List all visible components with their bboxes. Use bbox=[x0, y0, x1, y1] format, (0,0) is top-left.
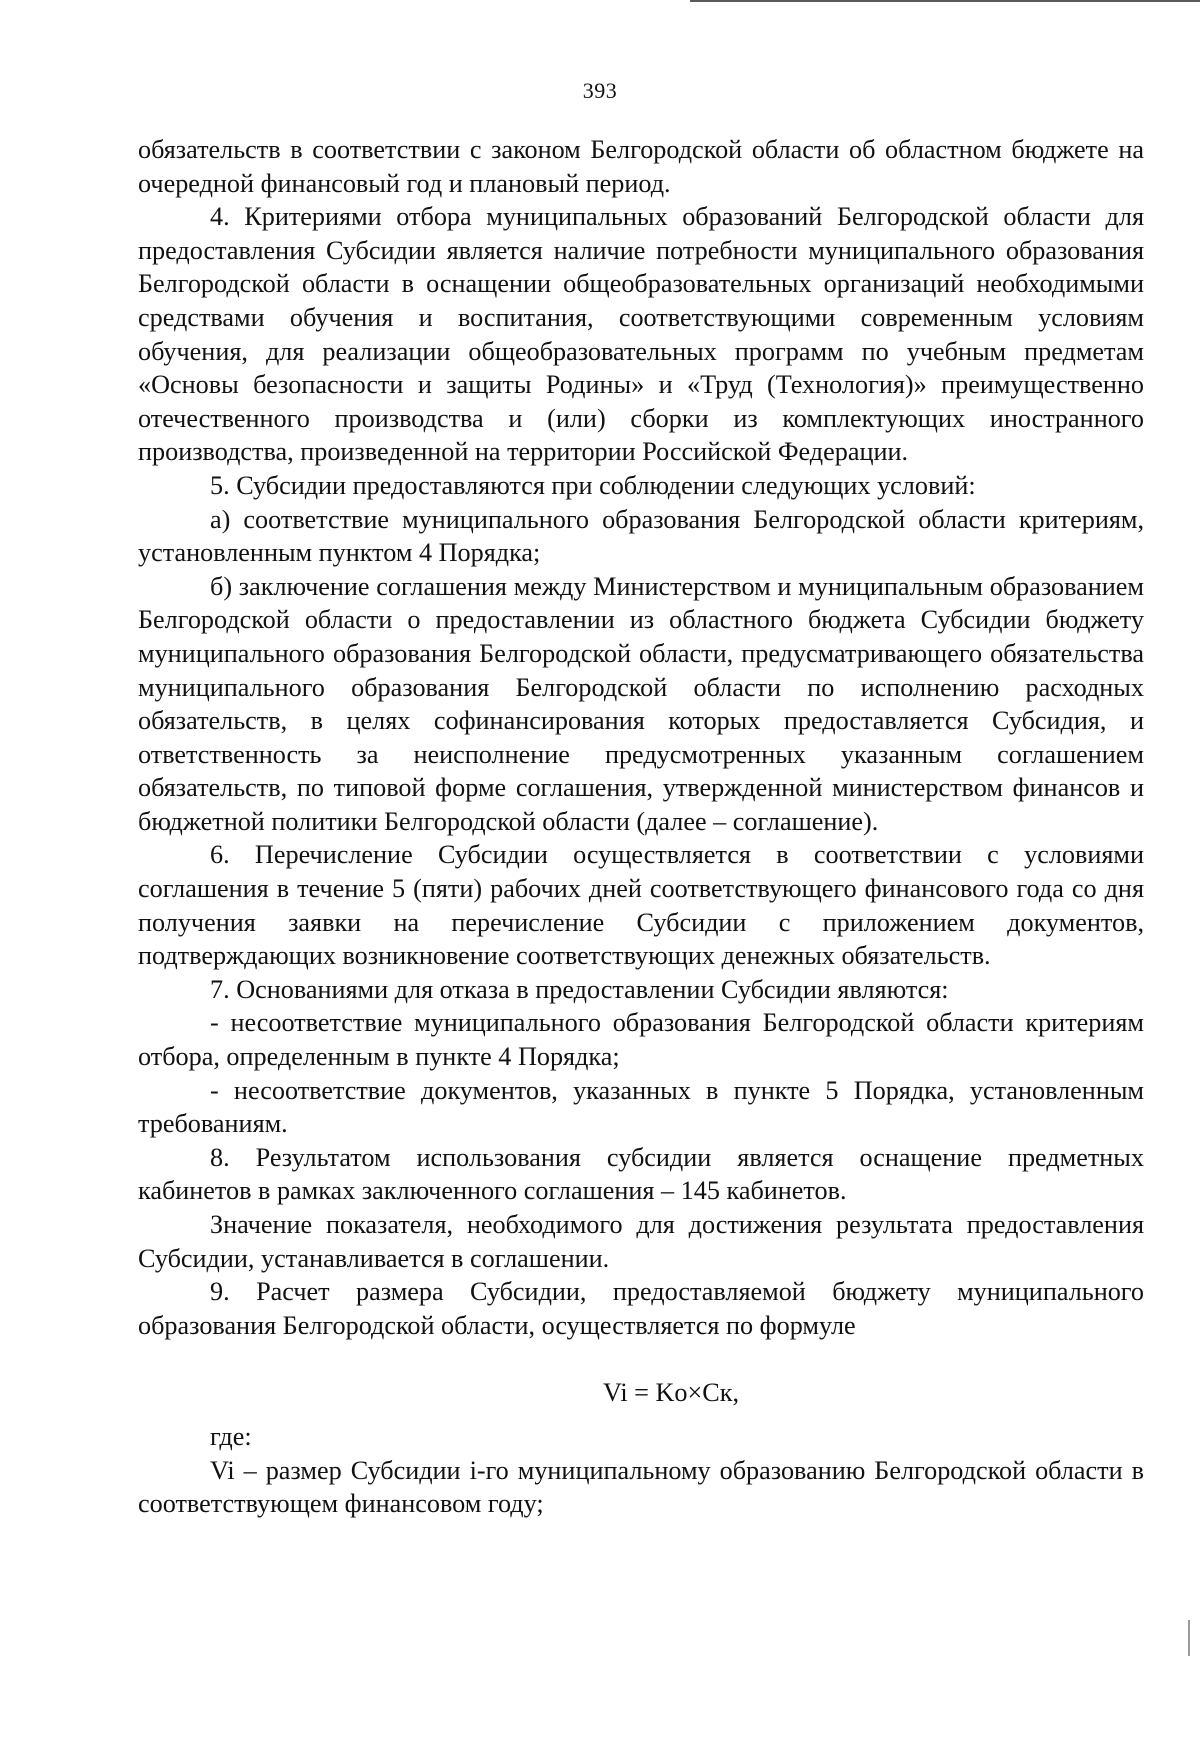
paragraph-item-5: 5. Субсидии предоставляются при соблюдении следующих условий: bbox=[210, 470, 976, 500]
paragraph-item-9: 9. Расчет размера Субсидии, предоставляемой бюджету муниципального образования Белгородской области, осуществляется по формуле bbox=[138, 1277, 1144, 1340]
document-body bbox=[138, 133, 1144, 1521]
paragraph-continuation: обязательств в соответствии с законом Белгородской области об областном бюджете на очередной финансовый год и плановый период. bbox=[138, 135, 1144, 198]
scan-margin-mark bbox=[1188, 1620, 1190, 1656]
paragraph-item-7-dash-1: - несоответствие муниципального образования Белгородской области критериям отбора, определенным в пункте 4 Порядка; bbox=[138, 1008, 1144, 1072]
paragraph-item-4: 4. Критериями отбора муниципальных образований Белгородской области для предоставления Субсидии является наличие потребности муниципального образования Белгородской области в оснащении общеобразовательных организаций необходимыми средствами обучения и воспитания, соответствующими современным условиям обучения, для реализации общеобразовательных программ по учебным предметам «Основы безопасности и защиты Родины» и «Труд (Технология)» преимущественно отечественного производства и (или) сборки из комплектующих иностранного производства, произведенной на территории Российской Федерации. bbox=[138, 202, 1144, 467]
where-label: где: bbox=[210, 1421, 252, 1451]
paragraph-item-6: 6. Перечисление Субсидии осуществляется в соответствии с условиями соглашения в течение 5 (пяти) рабочих дней соответствующего финансового года со дня получения заявки на перечисление Субсидии с приложением документов, подтверждающих возникновение соответствующих денежных обязательств. bbox=[138, 840, 1144, 971]
paragraph-item-5b: б) заключение соглашения между Министерством и муниципальным образованием Белгородской области о предоставлении из областного бюджета Субсидии бюджету муниципального образования Белгородской области, предусматривающего обязательства муниципального образования Белгородской области по исполнению расходных обязательств, в целях софинансирования которых предоставляется Субсидия, и ответственность за неисполнение предусмотренных указанным соглашением обязательств, по типовой форме соглашения, утвержденной министерством финансов и бюджетной политики Белгородской области (далее – соглашение). bbox=[138, 571, 1144, 836]
formula: Vi = Ko×Ск, bbox=[603, 1378, 739, 1408]
paragraph-item-7-dash-2: - несоответствие документов, указанных в пункте 5 Порядка, установленным требованиям. bbox=[138, 1075, 1144, 1139]
paragraph-item-7: 7. Основаниями для отказа в предоставлении Субсидии являются: bbox=[210, 974, 949, 1004]
paragraph-item-5a: а) соответствие муниципального образования Белгородской области критериям, установленным пунктом 4 Порядка; bbox=[138, 504, 1144, 568]
paragraph-item-8: 8. Результатом использования субсидии является оснащение предметных кабинетов в рамках заключенного соглашения – 145 кабинетов. bbox=[138, 1142, 1144, 1206]
page-number: 393 bbox=[582, 78, 618, 103]
definition-vi: Vi – размер Субсидии i-го муниципальному образованию Белгородской области в соответствующем финансовом году; bbox=[138, 1455, 1144, 1519]
paragraph-indicator-value: Значение показателя, необходимого для достижения результата предоставления Субсидии, устанавливается в соглашении. bbox=[138, 1210, 1144, 1273]
